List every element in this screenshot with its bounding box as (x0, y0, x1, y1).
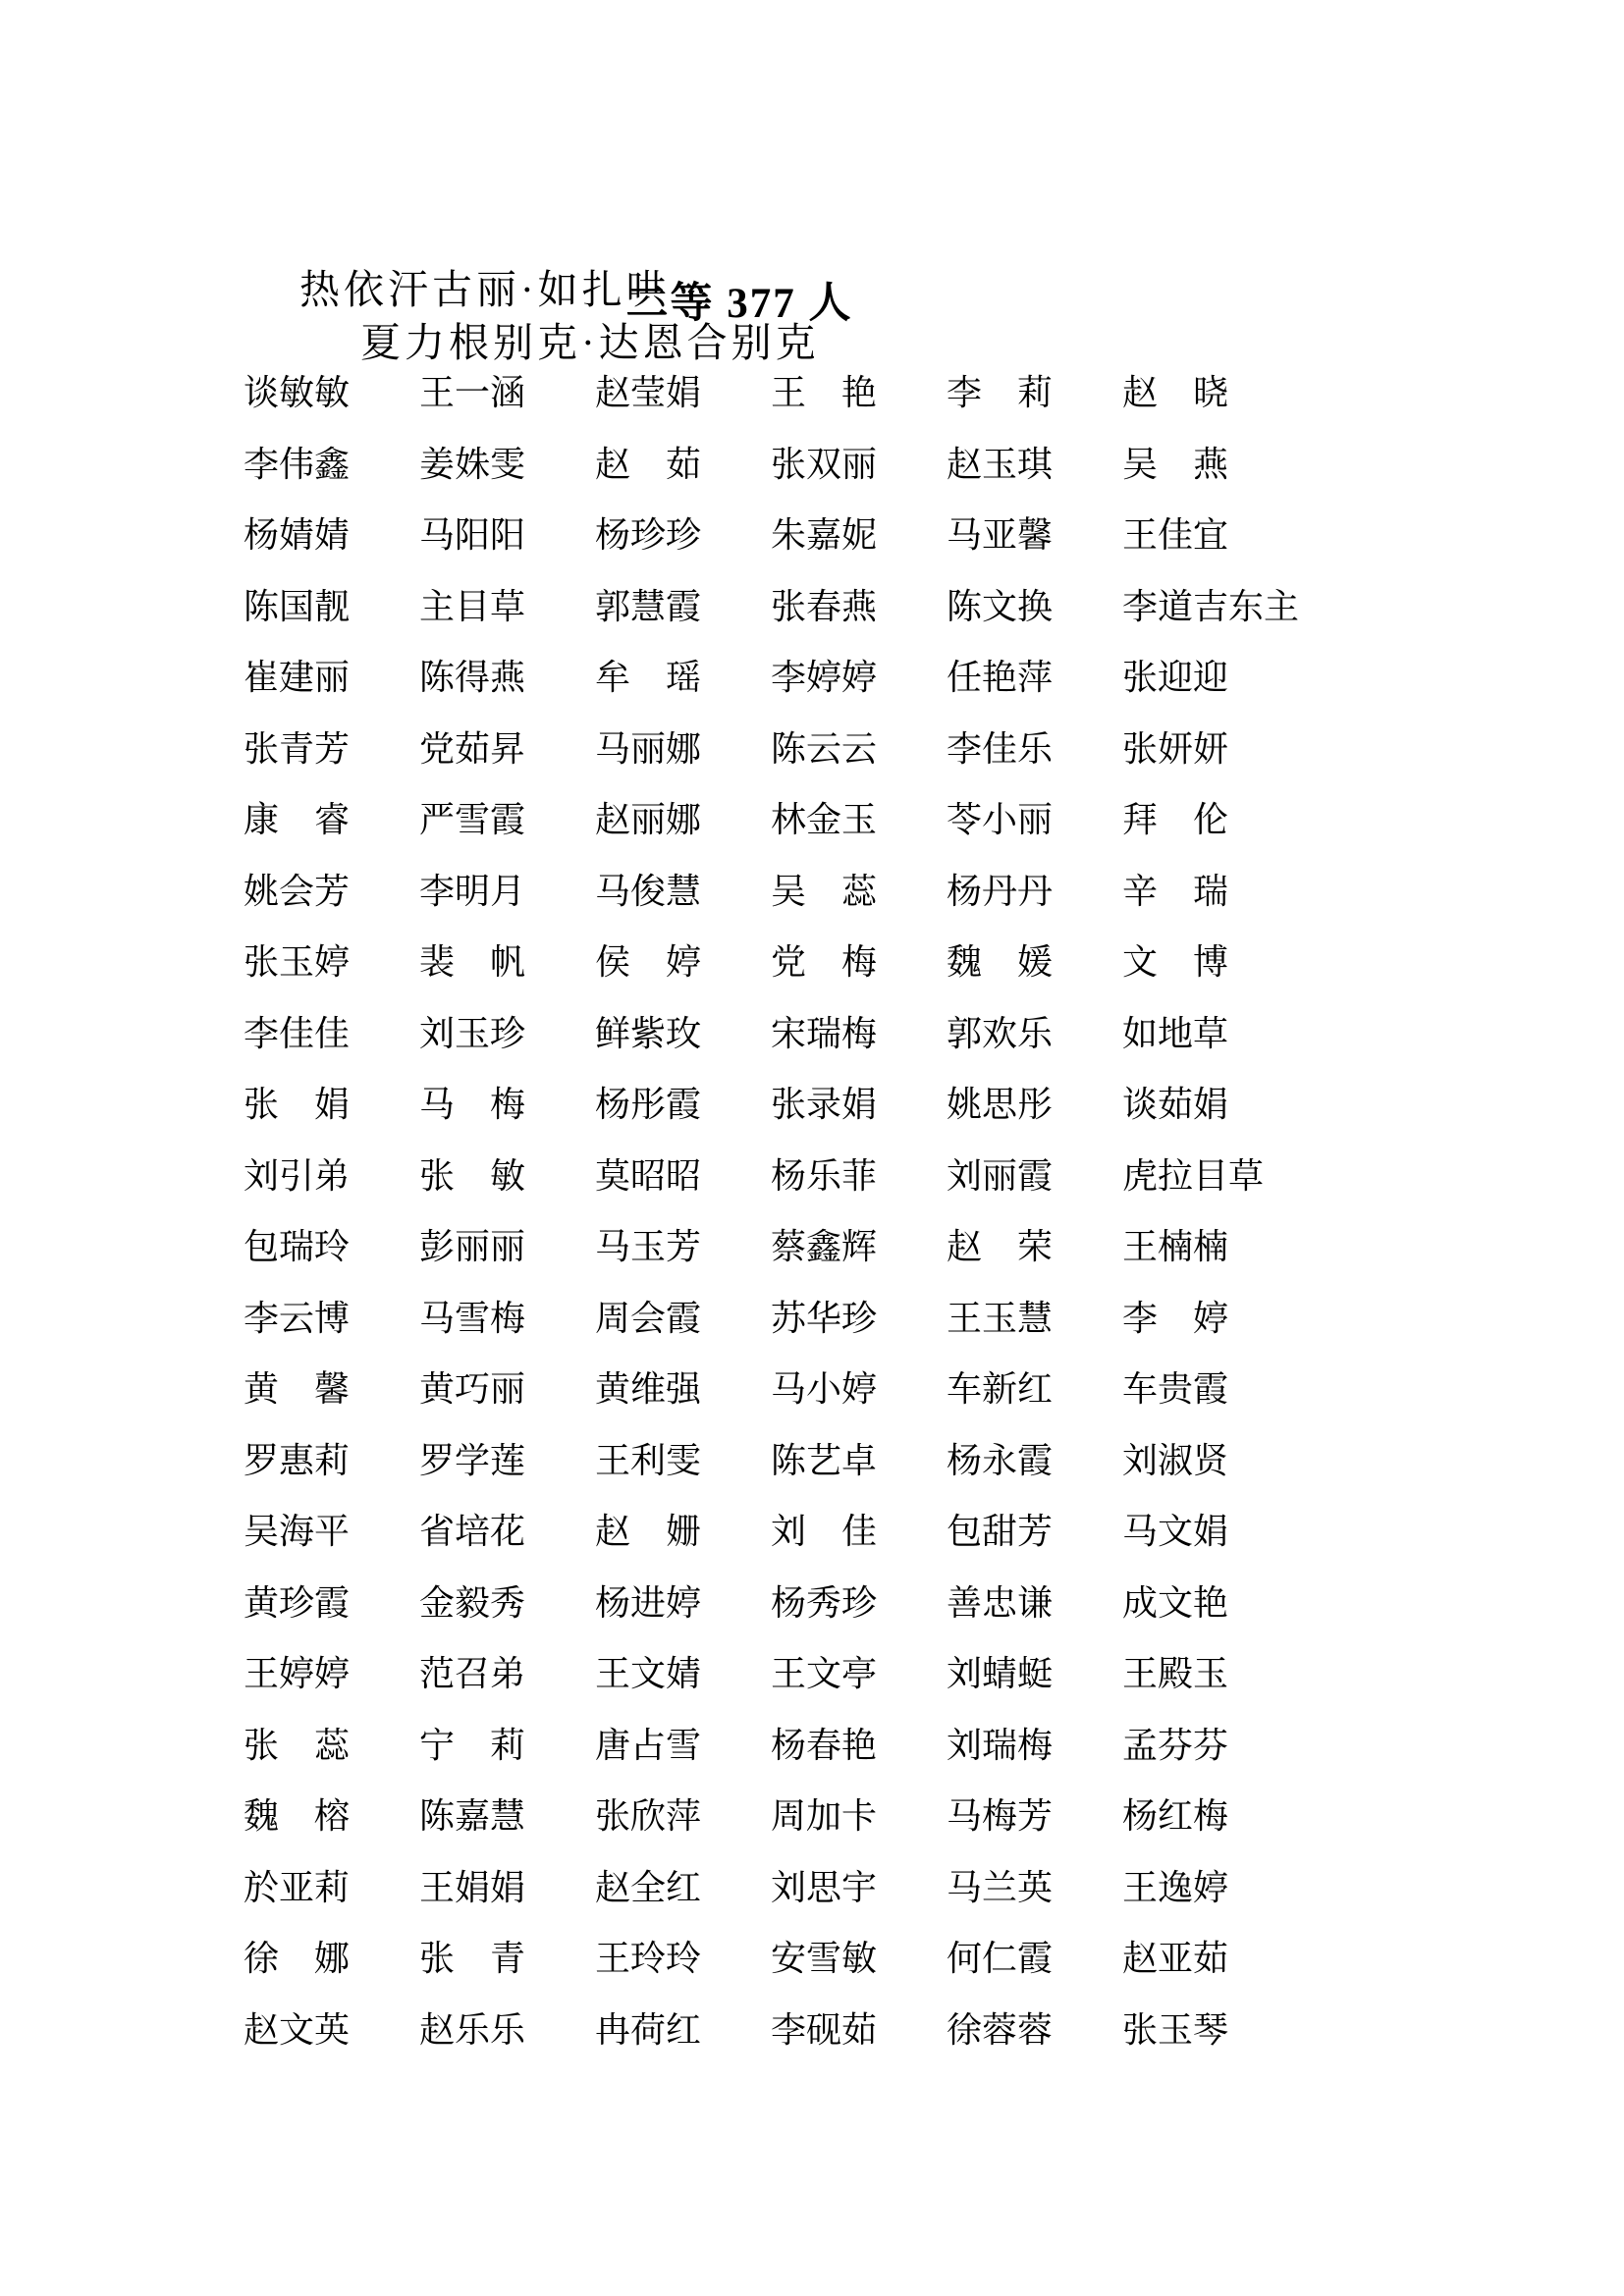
person-name: 马文娟 (1122, 1512, 1229, 1551)
person-name: 刘淑贤 (1122, 1440, 1229, 1480)
person-name: 王文亭 (771, 1654, 878, 1693)
person-name: 车新红 (947, 1369, 1054, 1409)
header-name-1: 热依汗古丽·如扎哄 (299, 267, 671, 312)
person-name: 杨红梅 (1122, 1796, 1229, 1836)
person-name: 张玉婷 (244, 942, 351, 982)
person-name: 苓小丽 (947, 800, 1054, 839)
person-name: 安雪敏 (771, 1939, 878, 1978)
person-name: 张 敏 (419, 1155, 526, 1196)
person-name: 郭欢乐 (947, 1013, 1054, 1053)
person-name: 赵全红 (595, 1867, 702, 1907)
name-row (244, 642, 1559, 714)
person-name: 姜姝雯 (419, 444, 526, 484)
person-name: 刘瑞梅 (947, 1725, 1054, 1765)
person-name: 马丽娜 (595, 728, 702, 769)
person-name: 宁 莉 (419, 1725, 526, 1765)
person-name: 周加卡 (771, 1796, 878, 1836)
person-name: 善忠谦 (947, 1582, 1054, 1623)
name-row (244, 1638, 1559, 1710)
person-name: 杨进婷 (595, 1582, 702, 1623)
name-row (244, 927, 1559, 998)
name-row (244, 856, 1559, 928)
person-name: 赵文英 (244, 2009, 351, 2050)
name-row (244, 1995, 1559, 2066)
person-name: 姚思彤 (947, 1085, 1054, 1124)
person-name: 赵 晓 (1122, 373, 1229, 412)
person-name: 鲜紫玫 (595, 1013, 702, 1053)
person-name: 马亚馨 (947, 515, 1054, 555)
person-name: 陈云云 (771, 728, 878, 769)
person-name: 张双丽 (771, 444, 878, 484)
person-name: 王殿玉 (1122, 1654, 1229, 1693)
person-name: 马小婷 (771, 1369, 878, 1409)
name-row (244, 1852, 1559, 1924)
person-name: 马阳阳 (419, 515, 526, 555)
header-name-2: 夏力根别克·达恩合别克 (360, 320, 820, 365)
person-name: 赵 荣 (947, 1227, 1054, 1266)
person-name: 范召弟 (419, 1654, 526, 1693)
person-name: 虎拉目草 (1122, 1155, 1265, 1196)
person-name: 赵莹娟 (595, 373, 702, 412)
person-name: 於亚莉 (244, 1867, 351, 1907)
person-name: 黄巧丽 (419, 1369, 526, 1409)
person-name: 罗学莲 (419, 1440, 526, 1480)
person-name: 李云博 (244, 1298, 351, 1338)
name-row (244, 1568, 1559, 1639)
person-name: 杨婧婧 (244, 515, 351, 555)
person-name: 如地草 (1122, 1013, 1229, 1053)
person-name: 任艳萍 (947, 658, 1054, 697)
person-name: 张春燕 (771, 586, 878, 626)
person-name: 徐蓉蓉 (947, 2009, 1054, 2050)
person-name: 刘 佳 (771, 1512, 878, 1551)
person-name: 彭丽丽 (419, 1227, 526, 1266)
person-name: 拜 伦 (1122, 800, 1229, 839)
person-name: 文 博 (1122, 942, 1229, 982)
person-name: 裴 帆 (419, 942, 526, 982)
name-row (244, 1211, 1559, 1283)
person-name: 杨春艳 (771, 1725, 878, 1765)
person-name: 陈文换 (947, 586, 1054, 626)
person-name: 冉荷红 (595, 2009, 702, 2050)
person-name: 党茹昇 (419, 728, 526, 769)
person-name: 陈得燕 (419, 658, 526, 697)
person-name: 主目草 (419, 586, 526, 626)
names-grid (244, 357, 1559, 2065)
person-name: 赵玉琪 (947, 444, 1054, 484)
name-row (244, 357, 1559, 429)
person-name: 赵 姗 (595, 1512, 702, 1551)
person-name: 蔡鑫辉 (771, 1227, 878, 1266)
person-name: 李明月 (419, 871, 526, 911)
person-name: 车贵霞 (1122, 1369, 1229, 1409)
person-name: 马玉芳 (595, 1227, 702, 1266)
person-name: 唐占雪 (595, 1725, 702, 1765)
person-name: 马俊慧 (595, 871, 702, 911)
person-name: 崔建丽 (244, 658, 351, 697)
person-name: 王玲玲 (595, 1939, 702, 1978)
person-name: 杨秀珍 (771, 1582, 878, 1623)
person-name: 王逸婷 (1122, 1867, 1229, 1907)
person-name: 辛 瑞 (1122, 871, 1229, 911)
person-name: 李佳佳 (244, 1013, 351, 1053)
person-name: 魏 榕 (244, 1796, 351, 1836)
name-row (244, 1425, 1559, 1497)
person-name: 张玉琴 (1122, 2009, 1229, 2050)
person-name: 姚会芳 (244, 871, 351, 911)
person-name: 何仁霞 (947, 1939, 1054, 1978)
section-title: 二等 377 人 (625, 281, 853, 327)
person-name: 李佳乐 (947, 728, 1054, 769)
person-name: 魏 媛 (947, 942, 1054, 982)
person-name: 王玉慧 (947, 1298, 1054, 1338)
person-name: 黄 馨 (244, 1369, 351, 1409)
person-name: 刘引弟 (244, 1155, 351, 1196)
person-name: 金毅秀 (419, 1582, 526, 1623)
person-name: 严雪霞 (419, 800, 526, 839)
name-row (244, 1354, 1559, 1425)
name-row (244, 500, 1559, 571)
name-row (244, 784, 1559, 856)
person-name: 侯 婷 (595, 942, 702, 982)
person-name: 林金玉 (771, 800, 878, 839)
person-name: 李 莉 (947, 373, 1054, 412)
person-name: 省培花 (419, 1512, 526, 1551)
person-name: 杨永霞 (947, 1440, 1054, 1480)
person-name: 王文婧 (595, 1654, 702, 1693)
person-name: 谈茹娟 (1122, 1085, 1229, 1124)
person-name: 刘思宇 (771, 1867, 878, 1907)
person-name: 王一涵 (419, 373, 526, 412)
person-name: 赵乐乐 (419, 2009, 526, 2050)
person-name: 赵 茹 (595, 444, 702, 484)
person-name: 孟芬芬 (1122, 1725, 1229, 1765)
name-row (244, 1496, 1559, 1568)
person-name: 李道吉东主 (1122, 586, 1300, 626)
person-name: 李伟鑫 (244, 444, 351, 484)
person-name: 康 睿 (244, 800, 351, 839)
name-row (244, 714, 1559, 785)
person-name: 吴海平 (244, 1512, 351, 1551)
person-name: 李 婷 (1122, 1298, 1229, 1338)
person-name: 马 梅 (419, 1085, 526, 1124)
name-row (244, 1710, 1559, 1782)
person-name: 周会霞 (595, 1298, 702, 1338)
person-name: 刘蜻蜓 (947, 1654, 1054, 1693)
person-name: 吴 燕 (1122, 444, 1229, 484)
name-row (244, 429, 1559, 501)
person-name: 李婷婷 (771, 658, 878, 697)
person-name: 王婷婷 (244, 1654, 351, 1693)
name-row (244, 1781, 1559, 1852)
person-name: 刘玉珍 (419, 1013, 526, 1053)
name-row (244, 1923, 1559, 1995)
name-row (244, 1141, 1559, 1212)
person-name: 陈艺卓 (771, 1440, 878, 1480)
person-name: 党 梅 (771, 942, 878, 982)
person-name: 李砚茹 (771, 2009, 878, 2050)
name-row (244, 1283, 1559, 1355)
person-name: 张青芳 (244, 728, 351, 769)
person-name: 徐 娜 (244, 1939, 351, 1978)
person-name: 吴 蕊 (771, 871, 878, 911)
person-name: 马雪梅 (419, 1298, 526, 1338)
person-name: 马兰英 (947, 1867, 1054, 1907)
person-name: 赵丽娜 (595, 800, 702, 839)
person-name: 朱嘉妮 (771, 515, 878, 555)
person-name: 牟 瑶 (595, 658, 702, 697)
person-name: 王楠楠 (1122, 1227, 1229, 1266)
person-name: 赵亚茹 (1122, 1939, 1229, 1978)
person-name: 张录娟 (771, 1085, 878, 1124)
name-row (244, 1069, 1559, 1141)
person-name: 黄珍霞 (244, 1582, 351, 1623)
person-name: 王 艳 (771, 373, 878, 412)
person-name: 杨珍珍 (595, 515, 702, 555)
person-name: 刘丽霞 (947, 1155, 1054, 1196)
person-name: 王娟娟 (419, 1867, 526, 1907)
person-name: 包瑞玲 (244, 1227, 351, 1266)
person-name: 谈敏敏 (244, 373, 351, 412)
person-name: 张欣萍 (595, 1796, 702, 1836)
name-row (244, 998, 1559, 1070)
person-name: 张妍妍 (1122, 728, 1229, 769)
person-name: 杨彤霞 (595, 1085, 702, 1124)
person-name: 陈国靓 (244, 586, 351, 626)
person-name: 莫昭昭 (595, 1155, 702, 1196)
person-name: 苏华珍 (771, 1298, 878, 1338)
person-name: 包甜芳 (947, 1512, 1054, 1551)
person-name: 成文艳 (1122, 1582, 1229, 1623)
person-name: 马梅芳 (947, 1796, 1054, 1836)
person-name: 宋瑞梅 (771, 1013, 878, 1053)
person-name: 郭慧霞 (595, 586, 702, 626)
person-name: 张 青 (419, 1939, 526, 1978)
person-name: 王佳宜 (1122, 515, 1229, 555)
person-name: 王利雯 (595, 1440, 702, 1480)
person-name: 黄维强 (595, 1369, 702, 1409)
person-name: 张迎迎 (1122, 658, 1229, 697)
person-name: 张 蕊 (244, 1725, 351, 1765)
person-name: 张 娟 (244, 1085, 351, 1124)
person-name: 陈嘉慧 (419, 1796, 526, 1836)
person-name: 罗惠莉 (244, 1440, 351, 1480)
person-name: 杨乐菲 (771, 1155, 878, 1196)
name-row (244, 571, 1559, 643)
person-name: 杨丹丹 (947, 871, 1054, 911)
